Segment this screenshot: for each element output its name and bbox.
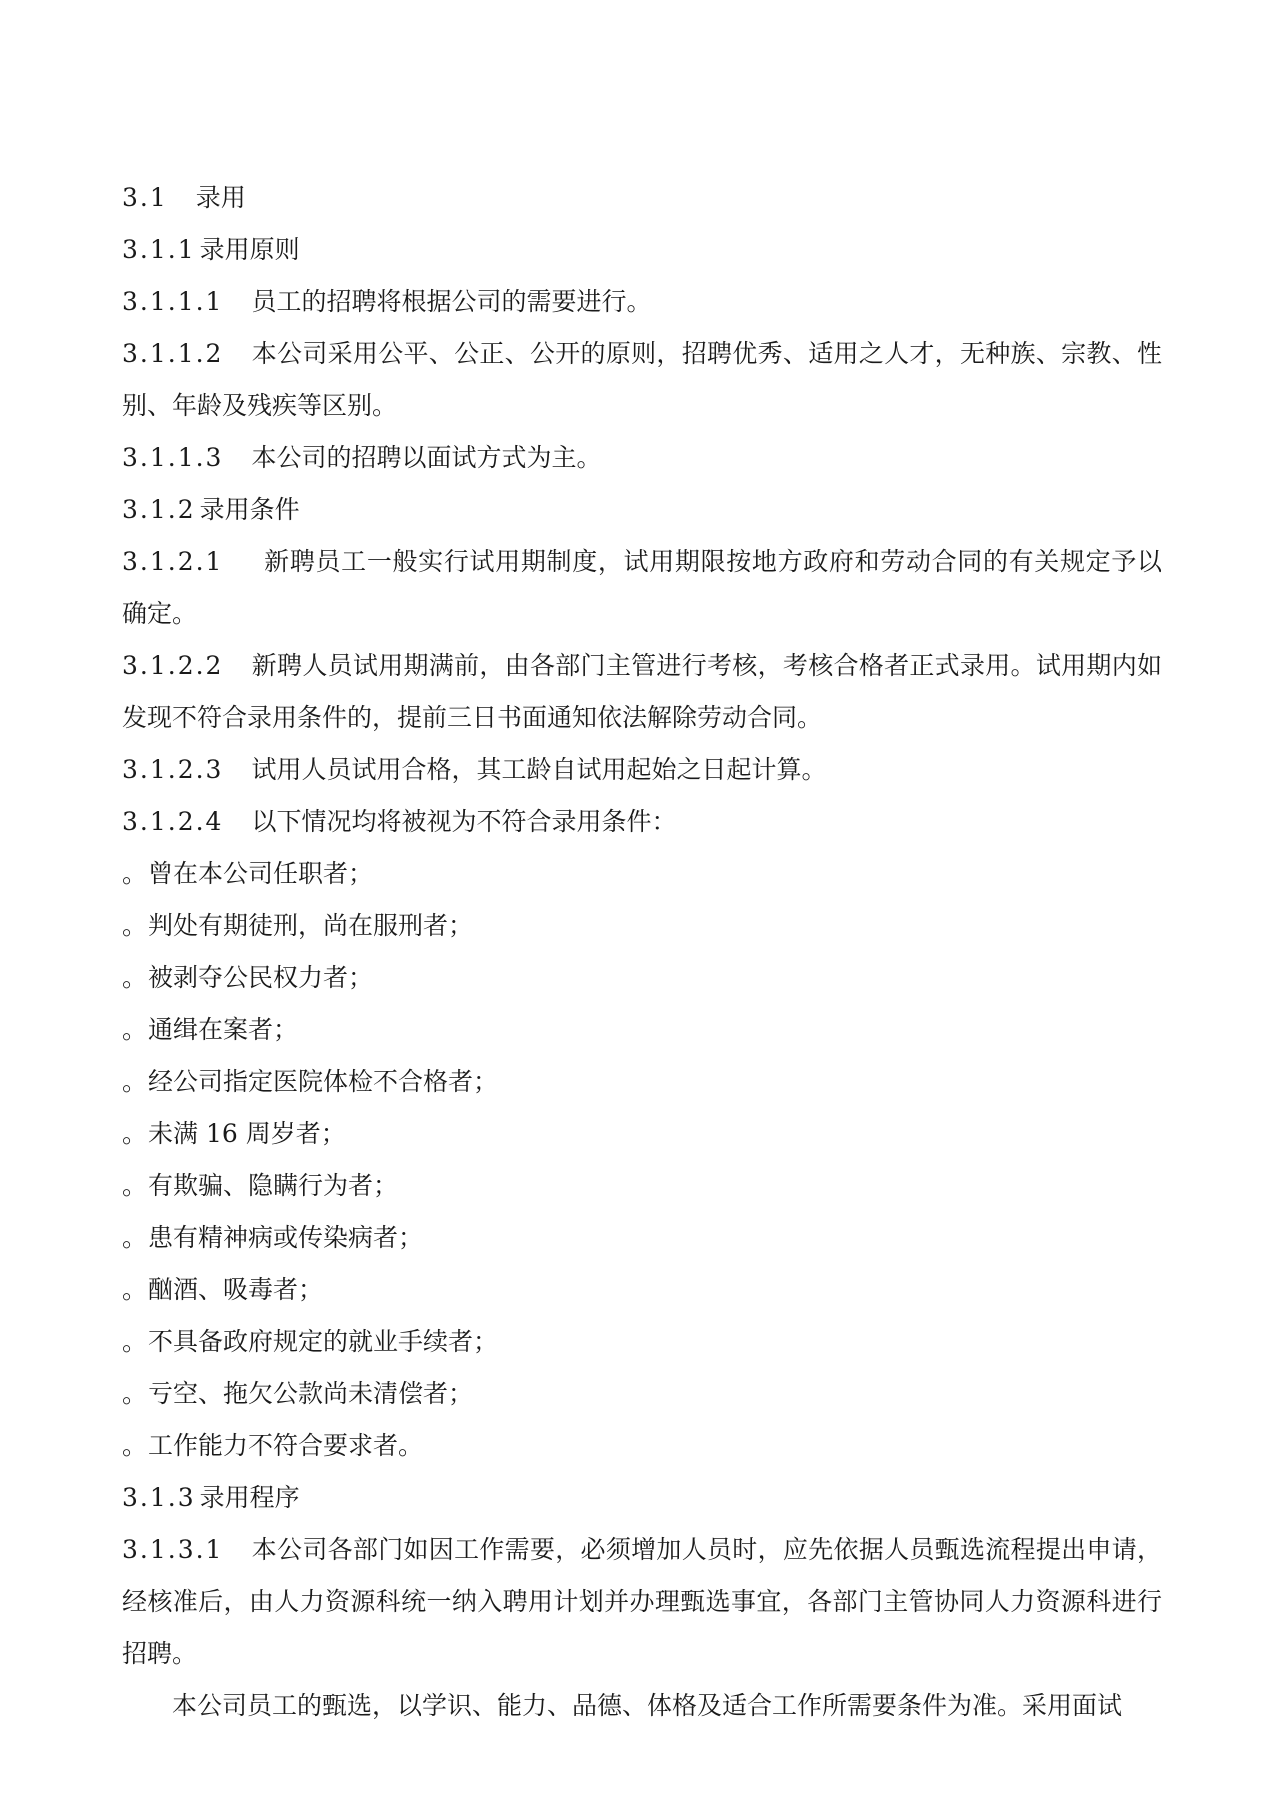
document-body: [122, 172, 1162, 1732]
section-title: 录用条件: [199, 495, 300, 524]
list-item: [122, 1108, 1162, 1160]
list-item-text: 判处有期徒刑，尚在服刑者；: [148, 911, 474, 940]
list-item-text: 未满 16 周岁者；: [148, 1119, 346, 1148]
clause-number: 3.1.2.1: [122, 547, 224, 576]
bullet-mark: 。: [122, 859, 148, 888]
clause-3-1-3-1: [122, 1524, 1162, 1680]
clause-number: 3.1.3.1: [122, 1535, 224, 1564]
list-item-text: 工作能力不符合要求者。: [148, 1431, 424, 1460]
clause-3-1-2-1: [122, 536, 1162, 640]
list-item: [122, 1160, 1162, 1212]
clause-text: 新聘员工一般实行试用期制度，试用期限按地方政府和劳动合同的有关规定予以确定。: [122, 547, 1162, 628]
selection-paragraph: 本公司员工的甄选，以学识、能力、品德、体格及适合工作所需要条件为准。采用面试: [172, 1691, 1123, 1720]
clause-number: 3.1.1.3: [122, 443, 224, 472]
clause-text: 员工的招聘将根据公司的需要进行。: [251, 287, 652, 316]
list-item-text: 被剥夺公民权力者；: [148, 963, 374, 992]
bullet-mark: 。: [122, 1327, 148, 1356]
bullet-mark: 。: [122, 1379, 148, 1408]
bullet-mark: 。: [122, 1431, 148, 1460]
list-item: [122, 1316, 1162, 1368]
section-heading-3-1-1: [122, 224, 1162, 276]
list-item: [122, 1368, 1162, 1420]
bullet-mark: 。: [122, 1067, 148, 1096]
section-number: 3.1.1: [122, 235, 196, 264]
bullet-mark: 。: [122, 963, 148, 992]
clause-text: 试用人员试用合格，其工龄自试用起始之日起计算。: [251, 755, 827, 784]
clause-number: 3.1.2.3: [122, 755, 224, 784]
clause-text: 本公司的招聘以面试方式为主。: [251, 443, 602, 472]
clause-number: 3.1.1.1: [122, 287, 224, 316]
disqualification-list: [122, 848, 1162, 1472]
list-item-text: 不具备政府规定的就业手续者；: [148, 1327, 499, 1356]
bullet-mark: 。: [122, 1119, 148, 1148]
list-item: [122, 952, 1162, 1004]
section-number: 3.1.3: [122, 1483, 196, 1512]
list-item-text: 曾在本公司任职者；: [148, 859, 374, 888]
clause-3-1-2-4: [122, 796, 1162, 848]
list-item-text: 通缉在案者；: [148, 1015, 299, 1044]
section-heading-3-1: [122, 172, 1162, 224]
clause-3-1-2-3: [122, 744, 1162, 796]
list-item-text: 患有精神病或传染病者；: [148, 1223, 424, 1252]
list-item-text: 亏空、拖欠公款尚未清偿者；: [148, 1379, 474, 1408]
list-item: [122, 900, 1162, 952]
clause-text: 以下情况均将被视为不符合录用条件：: [251, 807, 677, 836]
section-number: 3.1.2: [122, 495, 196, 524]
clause-number: 3.1.2.4: [122, 807, 224, 836]
clause-text: 新聘人员试用期满前，由各部门主管进行考核，考核合格者正式录用。试用期内如发现不符合录用条件的，提前三日书面通知依法解除劳动合同。: [122, 651, 1162, 732]
bullet-mark: 。: [122, 1171, 148, 1200]
clause-number: 3.1.2.2: [122, 651, 224, 680]
bullet-mark: 。: [122, 1015, 148, 1044]
clause-3-1-1-2: [122, 328, 1162, 432]
bullet-mark: 。: [122, 911, 148, 940]
list-item: [122, 1056, 1162, 1108]
clause-3-1-2-2: [122, 640, 1162, 744]
section-number: 3.1: [122, 183, 168, 212]
clause-3-1-1-1: [122, 276, 1162, 328]
list-item-text: 酗酒、吸毒者；: [148, 1275, 324, 1304]
section-title: 录用原则: [199, 235, 300, 264]
list-item: [122, 848, 1162, 900]
list-item: [122, 1264, 1162, 1316]
clause-3-1-1-3: [122, 432, 1162, 484]
section-title: 录用: [195, 183, 246, 212]
bullet-mark: 。: [122, 1223, 148, 1252]
section-title: 录用程序: [199, 1483, 300, 1512]
clause-number: 3.1.1.2: [122, 339, 224, 368]
section-heading-3-1-2: [122, 484, 1162, 536]
clause-text: 本公司采用公平、公正、公开的原则，招聘优秀、适用之人才，无种族、宗教、性别、年龄及残疾等区别。: [122, 339, 1162, 420]
list-item-text: 有欺骗、隐瞒行为者；: [148, 1171, 399, 1200]
bullet-mark: 。: [122, 1275, 148, 1304]
list-item: [122, 1212, 1162, 1264]
list-item: [122, 1420, 1162, 1472]
list-item-text: 经公司指定医院体检不合格者；: [148, 1067, 499, 1096]
clause-text: 本公司各部门如因工作需要，必须增加人员时，应先依据人员甄选流程提出申请，经核准后，由人力资源科统一纳入聘用计划并办理甄选事宜，各部门主管协同人力资源科进行招聘。: [122, 1535, 1162, 1668]
section-heading-3-1-3: [122, 1472, 1162, 1524]
list-item: [122, 1004, 1162, 1056]
